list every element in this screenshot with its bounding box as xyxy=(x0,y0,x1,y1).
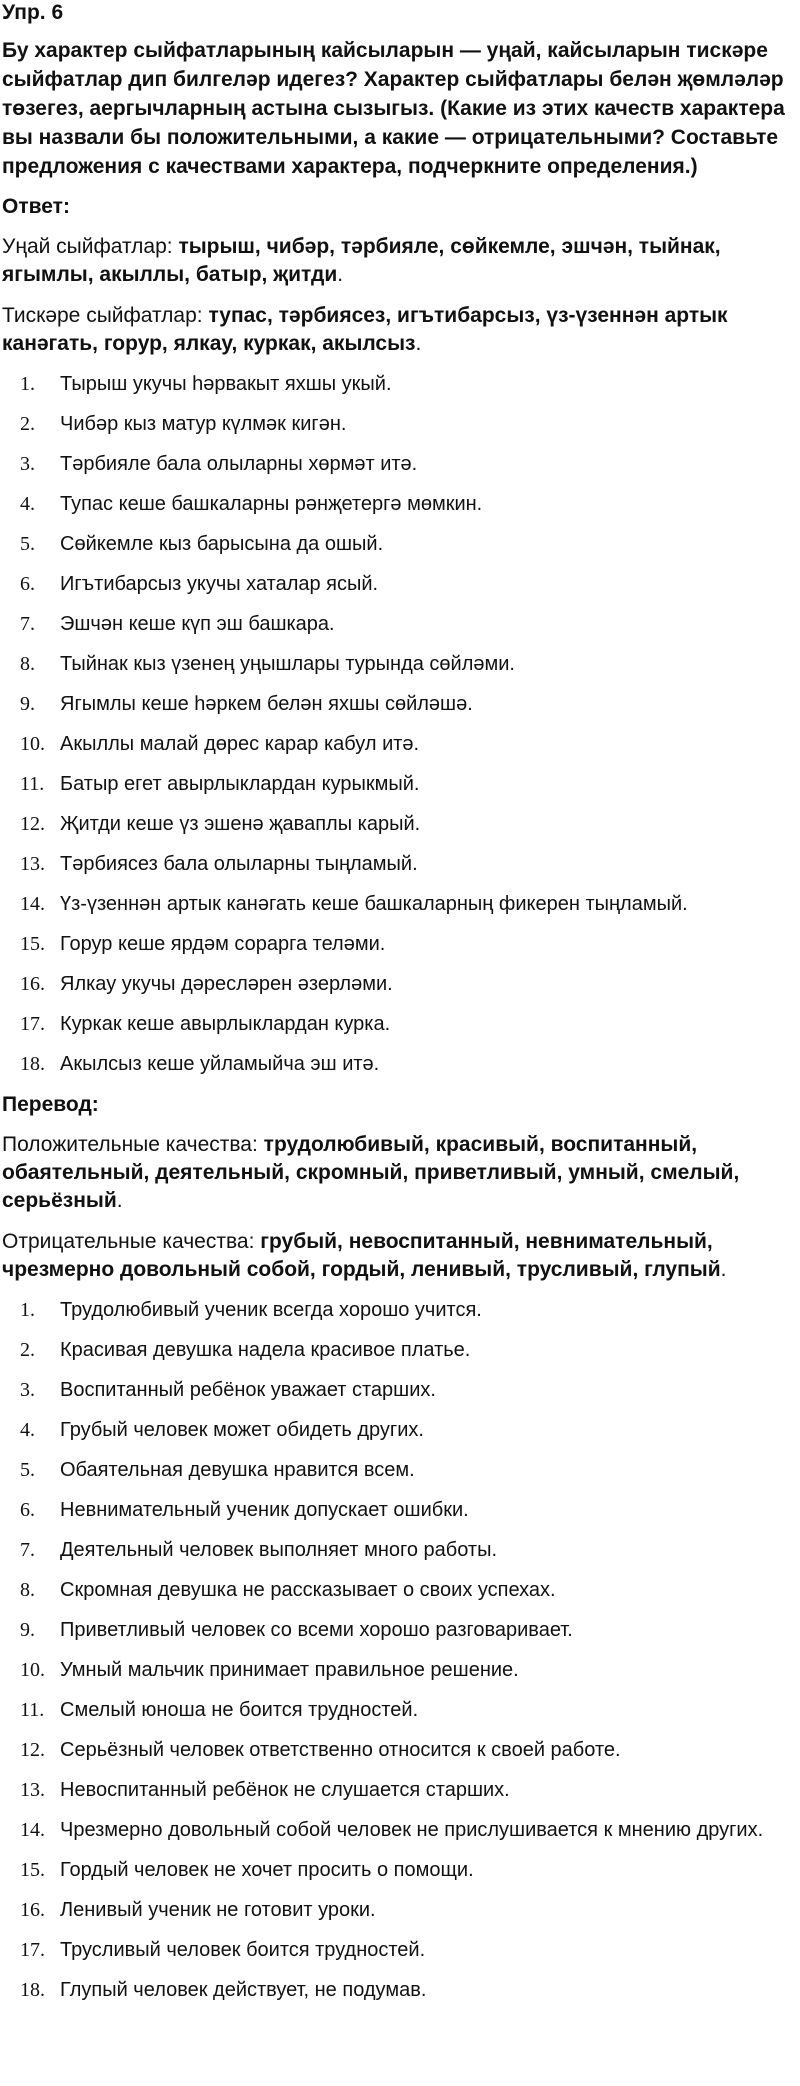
sentences-list-tt xyxy=(2,371,798,1078)
list-item xyxy=(2,651,798,678)
task-text: Бу характер сыйфатларының кайсыларын — уңай, кайсыларын тискәре сыйфатлар дип билгеләр идегез? Характер сыйфатлары белән җөмләләр төзегез, аергычларның астына сызыгыз. (Какие из этих качеств характера вы назвали бы положительными, а какие — отрицательными? Составьте предложения с качествами характера, подчеркните определения.) xyxy=(2,39,785,178)
list-item-text: Смелый юноша не боится трудностей. xyxy=(60,1699,419,1721)
list-item-text: Серьёзный человек ответственно относится к своей работе. xyxy=(60,1739,621,1761)
list-item-number: 3. xyxy=(20,1379,35,1401)
list-item-text: Трудолюбивый ученик всегда хорошо учится. xyxy=(60,1299,482,1321)
list-item xyxy=(2,1897,798,1924)
list-item-text: Горур кеше ярдәм сорарга теләми. xyxy=(60,933,386,955)
list-item-number: 18. xyxy=(20,1053,45,1075)
list-item xyxy=(2,891,798,918)
list-item-number: 15. xyxy=(20,933,45,955)
list-item xyxy=(2,1011,798,1038)
list-item xyxy=(2,691,798,718)
list-item-text: Үз-үзеннән артык канәгать кеше башкаларның фикерен тыңламый. xyxy=(60,893,688,915)
translation-heading: Перевод: xyxy=(2,1093,99,1116)
list-item xyxy=(2,1417,798,1444)
list-item-text: Деятельный человек выполняет много работы. xyxy=(60,1539,498,1561)
list-item xyxy=(2,1051,798,1078)
list-item xyxy=(2,1777,798,1804)
list-item-text: Акылсыз кеше уйламыйча эш итә. xyxy=(60,1053,380,1075)
list-item-text: Гордый человек не хочет просить о помощи. xyxy=(60,1859,474,1881)
negative-tt-words: тупас, тәрбиясез, игътибарсыз, үз-үзеннән артык канәгать, горур, ялкау, куркак, акылсыз xyxy=(2,304,728,355)
list-item-number: 9. xyxy=(20,693,35,715)
list-item-number: 1. xyxy=(20,1299,35,1321)
list-item-number: 15. xyxy=(20,1859,45,1881)
list-item xyxy=(2,371,798,398)
list-item-number: 14. xyxy=(20,893,45,915)
list-item-number: 11. xyxy=(20,1699,45,1721)
list-item-text: Җитди кеше үз эшенә җаваплы карый. xyxy=(60,813,421,835)
list-item-number: 13. xyxy=(20,1779,45,1801)
list-item xyxy=(2,931,798,958)
sentences-list-ru xyxy=(2,1297,798,2004)
list-item-number: 14. xyxy=(20,1819,45,1841)
list-item-text: Ленивый ученик не готовит уроки. xyxy=(60,1899,376,1921)
list-item-number: 2. xyxy=(20,1339,35,1361)
list-item-text: Ялкау укучы дәресләрен әзерләми. xyxy=(60,973,393,995)
list-item-text: Красивая девушка надела красивое платье. xyxy=(60,1339,471,1361)
list-item xyxy=(2,771,798,798)
list-item xyxy=(2,1537,798,1564)
list-item xyxy=(2,531,798,558)
list-item-text: Обаятельная девушка нравится всем. xyxy=(60,1459,415,1481)
list-item xyxy=(2,851,798,878)
list-item-number: 11. xyxy=(20,773,45,795)
positive-qualities-ru: Положительные качества: трудолюбивый, красивый, воспитанный, обаятельный, деятельный, скромный, приветливый, умный, смелый, серьёзный. xyxy=(2,1133,740,1212)
list-item xyxy=(2,1337,798,1364)
negative-qualities-ru: Отрицательные качества: грубый, невоспитанный, невнимательный, чрезмерно довольный собой, гордый, ленивый, трусливый, глупый. xyxy=(2,1230,727,1281)
list-item-number: 10. xyxy=(20,1659,45,1681)
list-item-text: Батыр егет авырлыклардан курыкмый. xyxy=(60,773,420,795)
list-item-number: 12. xyxy=(20,1739,45,1761)
positive-tt-label: Уңай сыйфатлар: xyxy=(2,235,179,258)
list-item xyxy=(2,1977,798,2004)
positive-qualities-tt: Уңай сыйфатлар: тырыш, чибәр, тәрбияле, сөйкемле, эшчән, тыйнак, ягымлы, акыллы, батыр, җитди. xyxy=(2,235,721,286)
list-item xyxy=(2,1697,798,1724)
list-item-number: 17. xyxy=(20,1939,45,1961)
positive-ru-words: трудолюбивый, красивый, воспитанный, обаятельный, деятельный, скромный, приветливый, умный, смелый, серьёзный xyxy=(2,1133,740,1212)
list-item-number: 5. xyxy=(20,533,35,555)
list-item-text: Тыйнак кыз үзенең уңышлары турында сөйләми. xyxy=(60,653,515,675)
list-item-text: Чибәр кыз матур күлмәк кигән. xyxy=(60,413,347,435)
list-item-number: 2. xyxy=(20,413,35,435)
list-item-number: 3. xyxy=(20,453,35,475)
list-item-number: 5. xyxy=(20,1459,35,1481)
list-item-number: 10. xyxy=(20,733,45,755)
list-item-text: Скромная девушка не рассказывает о своих успехах. xyxy=(60,1579,556,1601)
list-item-text: Тырыш укучы һәрвакыт яхшы укый. xyxy=(60,373,392,395)
list-item-text: Игътибарсыз укучы хаталар ясый. xyxy=(60,573,379,595)
list-item-text: Приветливый человек со всеми хорошо разговаривает. xyxy=(60,1619,573,1641)
list-item xyxy=(2,1857,798,1884)
list-item-number: 8. xyxy=(20,1579,35,1601)
list-item xyxy=(2,811,798,838)
list-item-text: Сөйкемле кыз барысына да ошый. xyxy=(60,533,384,555)
negative-ru-label: Отрицательные качества: xyxy=(2,1230,261,1253)
list-item xyxy=(2,1737,798,1764)
list-item-text: Тупас кеше башкаларны рәнҗетергә мөмкин. xyxy=(60,493,483,515)
list-item xyxy=(2,411,798,438)
list-item xyxy=(2,731,798,758)
list-item-text: Глупый человек действует, не подумав. xyxy=(60,1979,427,2001)
positive-ru-label: Положительные качества: xyxy=(2,1133,264,1156)
negative-qualities-tt: Тискәре сыйфатлар: тупас, тәрбиясез, игътибарсыз, үз-үзеннән артык канәгать, горур, ялкау, куркак, акылсыз. xyxy=(2,304,728,355)
list-item-number: 16. xyxy=(20,1899,45,1921)
list-item xyxy=(2,971,798,998)
negative-ru-words: грубый, невоспитанный, невнимательный, чрезмерно довольный собой, гордый, ленивый, трусливый, глупый xyxy=(2,1230,721,1281)
list-item-number: 6. xyxy=(20,1499,35,1521)
list-item xyxy=(2,1497,798,1524)
list-item xyxy=(2,491,798,518)
list-item-text: Эшчән кеше күп эш башкара. xyxy=(60,613,335,635)
answer-heading: Ответ: xyxy=(2,195,70,218)
list-item-number: 18. xyxy=(20,1979,45,2001)
list-item xyxy=(2,1817,798,1844)
list-item-text: Грубый человек может обидеть других. xyxy=(60,1419,424,1441)
list-item-text: Ягымлы кеше һәркем белән яхшы сөйләшә. xyxy=(60,693,473,715)
list-item-text: Тәрбиясез бала олыларны тыңламый. xyxy=(60,853,418,875)
exercise-title: Упр. 6 xyxy=(2,1,64,24)
list-item xyxy=(2,1577,798,1604)
positive-tt-words: тырыш, чибәр, тәрбияле, сөйкемле, эшчән, тыйнак, ягымлы, акыллы, батыр, җитди xyxy=(2,235,721,286)
list-item xyxy=(2,1937,798,1964)
list-item xyxy=(2,1377,798,1404)
list-item-text: Трусливый человек боится трудностей. xyxy=(60,1939,426,1961)
list-item-text: Умный мальчик принимает правильное решение. xyxy=(60,1659,519,1681)
list-item xyxy=(2,1617,798,1644)
negative-tt-label: Тискәре сыйфатлар: xyxy=(2,304,209,327)
list-item-number: 8. xyxy=(20,653,35,675)
list-item xyxy=(2,611,798,638)
list-item-number: 16. xyxy=(20,973,45,995)
list-item xyxy=(2,1457,798,1484)
list-item-number: 17. xyxy=(20,1013,45,1035)
list-item-number: 13. xyxy=(20,853,45,875)
list-item-number: 9. xyxy=(20,1619,35,1641)
list-item-text: Куркак кеше авырлыклардан курка. xyxy=(60,1013,391,1035)
list-item-number: 6. xyxy=(20,573,35,595)
list-item-number: 7. xyxy=(20,613,35,635)
list-item-number: 4. xyxy=(20,1419,35,1441)
list-item-number: 1. xyxy=(20,373,35,395)
list-item-text: Невнимательный ученик допускает ошибки. xyxy=(60,1499,469,1521)
list-item-number: 12. xyxy=(20,813,45,835)
list-item-number: 4. xyxy=(20,493,35,515)
list-item-text: Чрезмерно довольный собой человек не прислушивается к мнению других. xyxy=(60,1819,764,1841)
list-item xyxy=(2,571,798,598)
list-item-text: Невоспитанный ребёнок не слушается старших. xyxy=(60,1779,510,1801)
list-item-number: 7. xyxy=(20,1539,35,1561)
list-item-text: Акыллы малай дөрес карар кабул итә. xyxy=(60,733,420,755)
list-item xyxy=(2,1297,798,1324)
list-item xyxy=(2,1657,798,1684)
list-item xyxy=(2,451,798,478)
list-item-text: Тәрбияле бала олыларны хөрмәт итә. xyxy=(60,453,418,475)
list-item-text: Воспитанный ребёнок уважает старших. xyxy=(60,1379,436,1401)
